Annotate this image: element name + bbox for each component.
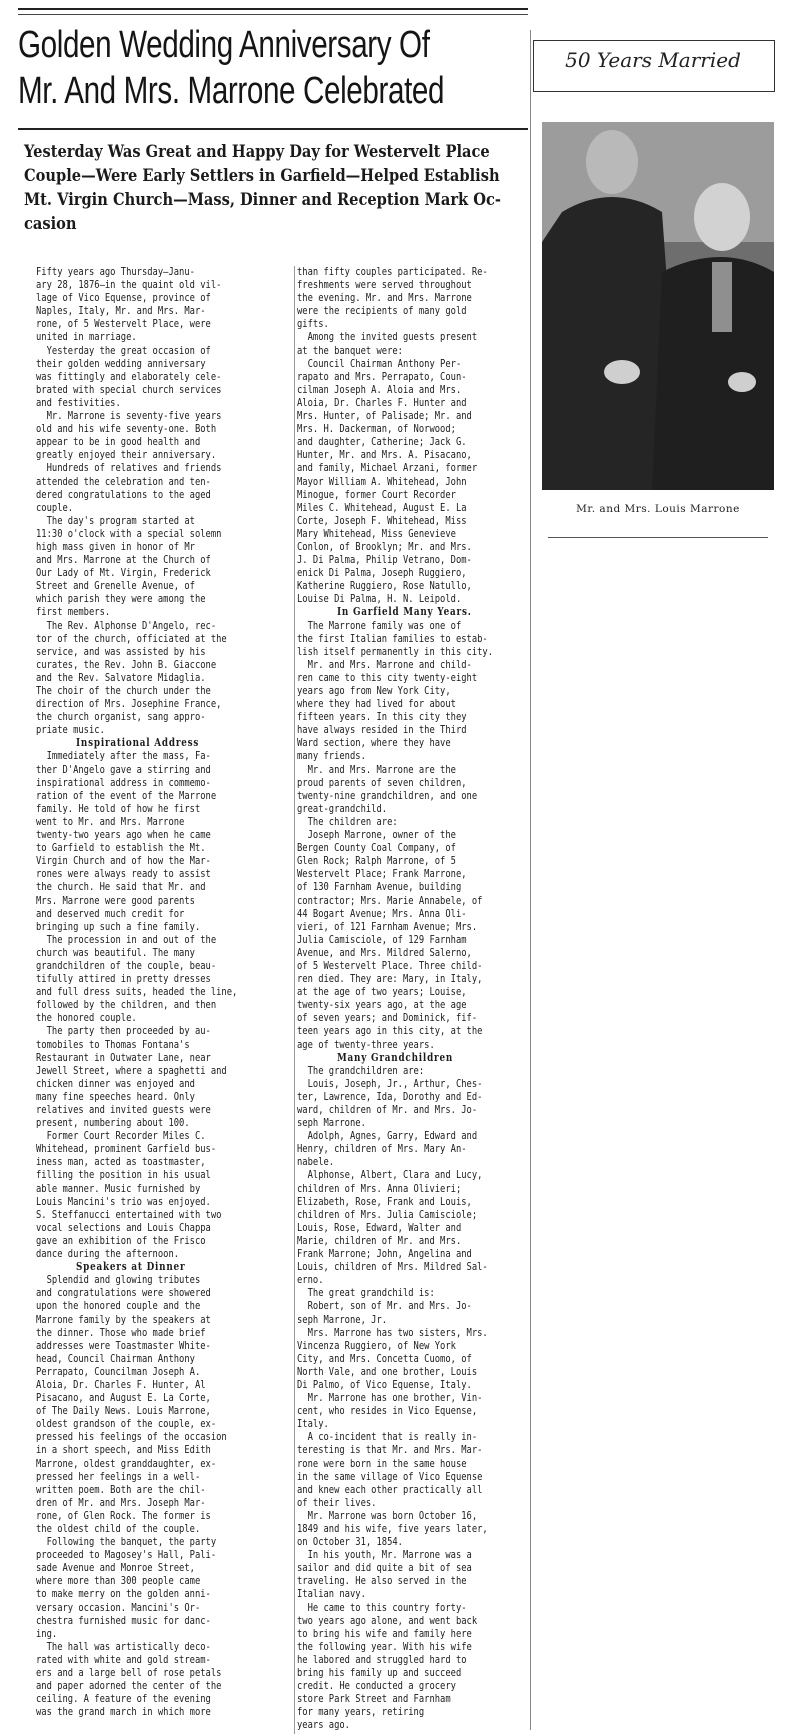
article-line: ter, Lawrence, Ida, Dorothy and Ed-	[297, 1089, 483, 1103]
article-line: present, numbering about 100.	[36, 1116, 190, 1130]
article-line: ren died. They are: Mary, in Italy,	[297, 972, 483, 986]
article-line: the church. He said that Mr. and	[36, 880, 206, 894]
article-line: 11:30 o'clock with a special solemn	[36, 526, 222, 540]
article-line: years ago from New York City,	[297, 684, 451, 697]
article-line: was the grand march in which more	[36, 1705, 211, 1719]
article-line: rone, of 5 Westervelt Place, were	[36, 317, 211, 331]
article-line: years ago.	[297, 1718, 350, 1732]
article-line: seph Marrone.	[297, 1116, 366, 1130]
deck-line-4: casion	[24, 214, 77, 234]
article-line: Fifty years ago Thursday—Janu-	[36, 265, 195, 278]
article-line: and congratulations were showered	[36, 1286, 211, 1300]
article-line: Vincenza Ruggiero, of New York	[297, 1338, 456, 1352]
article-line: and daughter, Catherine; Jack G.	[297, 435, 467, 449]
article-line: tor of the church, officiated at the	[36, 631, 227, 645]
article-line: chicken dinner was enjoyed and	[36, 1076, 195, 1090]
article-line: Marrone, oldest granddaughter, ex-	[36, 1456, 217, 1470]
article-line: Street and Grenelle Avenue, of	[36, 579, 195, 593]
article-line: priate music.	[36, 723, 105, 737]
article-line: cent, who resides in Vico Equense,	[297, 1404, 478, 1418]
article-line: proceeded to Magosey's Hall, Pali-	[36, 1548, 217, 1562]
article-line: many friends.	[297, 749, 366, 763]
article-line: Mr. and Mrs. Marrone and child-	[297, 657, 472, 671]
article-line: gifts.	[297, 317, 329, 331]
article-line: the honored couple.	[36, 1011, 137, 1025]
article-line: The children are:	[297, 814, 398, 828]
article-line: Frank Marrone; John, Angelina and	[297, 1247, 472, 1261]
article-line: Glen Rock; Ralph Marrone, of 5	[297, 854, 456, 868]
article-line: he labored and struggled hard to	[297, 1652, 467, 1666]
article-line: of 130 Farnham Avenue, building	[297, 880, 462, 894]
article-line: the dinner. Those who made brief	[36, 1325, 206, 1339]
article-line: dered congratulations to the aged	[36, 487, 211, 501]
article-line: Whitehead, prominent Garfield bus-	[36, 1142, 217, 1156]
article-line: children of Mrs. Anna Olivieri;	[297, 1181, 462, 1195]
article-line: Westervelt Place; Frank Marrone,	[297, 867, 467, 881]
article-line: Katherine Ruggiero, Rose Natullo,	[297, 579, 472, 593]
article-line: lish itself permanently in this city.	[297, 644, 494, 658]
article-line: Council Chairman Anthony Per-	[297, 356, 462, 370]
article-line: The choir of the church under the	[36, 684, 211, 697]
article-line: ary 28, 1876—in the quaint old vil-	[36, 278, 222, 292]
article-line: Among the invited guests present	[297, 330, 478, 344]
article-line: freshments were served throughout	[297, 278, 472, 292]
article-line: to Garfield to establish the Mt.	[36, 841, 206, 855]
article-line: erno.	[297, 1273, 324, 1287]
article-line: church was beautiful. The many	[36, 945, 195, 959]
article-line: in the same village of Vico Equense	[297, 1469, 483, 1483]
article-line: Mrs. Hunter, of Palisade; Mr. and	[297, 409, 472, 423]
top-rule	[18, 8, 528, 10]
article-line: many fine speeches heard. Only	[36, 1089, 195, 1103]
article-line: old and his wife seventy-one. Both	[36, 422, 217, 436]
article-line: chestra furnished music for danc-	[36, 1613, 211, 1627]
article-line: Following the banquet, the party	[36, 1535, 217, 1549]
section-subhead: Speakers at Dinner	[76, 1260, 186, 1274]
article-line: dren of Mr. and Mrs. Joseph Mar-	[36, 1495, 206, 1509]
article-line: rated with white and gold stream-	[36, 1652, 211, 1666]
article-line: Conlon, of Brooklyn; Mr. and Mrs.	[297, 539, 472, 553]
article-line: couple.	[36, 500, 74, 514]
article-line: Virgin Church and of how the Mar-	[36, 854, 211, 868]
headline	[18, 22, 525, 114]
article-line: The Rev. Alphonse D'Angelo, rec-	[36, 618, 217, 632]
article-line: and full dress suits, headed the line,	[36, 985, 238, 999]
headline-line-1: Golden Wedding Anniversary Of	[18, 24, 430, 66]
article-line: Naples, Italy, Mr. and Mrs. Mar-	[36, 304, 206, 318]
article-line: age of twenty-three years.	[297, 1037, 435, 1051]
article-line: first members.	[36, 605, 111, 619]
article-line: went to Mr. and Mrs. Marrone	[36, 814, 185, 828]
article-line: Former Court Recorder Miles C.	[36, 1129, 206, 1143]
article-line: the following year. With his wife	[297, 1639, 472, 1653]
article-line: ration of the event of the Marrone	[36, 788, 217, 802]
article-line: pressed his feelings of the occasion	[36, 1430, 227, 1444]
article-line: grandchildren of the couple, beau-	[36, 958, 217, 972]
article-line: North Vale, and one brother, Louis	[297, 1364, 478, 1378]
article-line: and family, Michael Arzani, former	[297, 461, 478, 475]
article-line: Adolph, Agnes, Garry, Edward and	[297, 1129, 478, 1143]
article-line: Immediately after the mass, Fa-	[36, 749, 211, 763]
deck-line-1: Yesterday Was Great and Happy Day for Westervelt Place	[24, 142, 490, 162]
article-line: the first Italian families to estab-	[297, 631, 488, 645]
sidebar-title: 50 Years Married	[565, 48, 741, 72]
article-line: ren came to this city twenty-eight	[297, 670, 478, 684]
article-line: vieri, of 121 Farnham Avenue; Mrs.	[297, 919, 478, 933]
article-line: and deserved much credit for	[36, 906, 185, 920]
article-line: written poem. Both are the chil-	[36, 1482, 206, 1496]
article-line: to bring his wife and family here	[297, 1626, 472, 1640]
article-line: were the recipients of many gold	[297, 304, 467, 318]
article-line: upon the honored couple and the	[36, 1299, 201, 1313]
article-line: their golden wedding anniversary	[36, 356, 206, 370]
article-line: than fifty couples participated. Re-	[297, 265, 488, 278]
article-line: appear to be in good health and	[36, 435, 201, 449]
article-line: Aloia, Dr. Charles F. Hunter, Al	[36, 1377, 206, 1391]
deck-subheadline	[24, 140, 523, 236]
article-line: Mrs. Marrone were good parents	[36, 893, 195, 907]
article-line: The great grandchild is:	[297, 1286, 435, 1300]
article-line: Julia Camisciole, of 129 Farnham	[297, 932, 467, 946]
article-line: Yesterday the great occasion of	[36, 343, 211, 357]
article-line: The day's program started at	[36, 513, 195, 527]
article-line: contractor; Mrs. Marie Annabele, of	[297, 893, 483, 907]
article-line: Mary Whitehead, Miss Genevieve	[297, 526, 456, 540]
article-line: where more than 300 people came	[36, 1574, 201, 1588]
deck-line-3: Mt. Virgin Church—Mass, Dinner and Reception Mark Oc-	[24, 190, 501, 210]
article-line: In his youth, Mr. Marrone was a	[297, 1548, 472, 1562]
article-line: credit. He conducted a grocery	[297, 1679, 456, 1693]
article-line: store Park Street and Farnham	[297, 1692, 451, 1706]
article-line: nabele.	[297, 1155, 335, 1169]
article-line: service, and was assisted by his	[36, 644, 206, 658]
article-line: Ward section, where they have	[297, 736, 451, 750]
article-line: fifteen years. In this city they	[297, 710, 467, 724]
article-line: was fittingly and elaborately cele-	[36, 369, 222, 383]
article-line: ther D'Angelo gave a stirring and	[36, 762, 211, 776]
article-line: Miles C. Whitehead, August E. La	[297, 500, 467, 514]
article-line: of seven years; and Dominick, fif-	[297, 1011, 478, 1025]
article-line: iness man, acted as toastmaster,	[36, 1155, 206, 1169]
headline-rule	[18, 128, 528, 130]
article-line: Italian navy.	[297, 1587, 366, 1601]
article-line: tomobiles to Thomas Fontana's	[36, 1037, 190, 1051]
article-line: City, and Mrs. Concetta Cuomo, of	[297, 1351, 472, 1365]
article-line: ers and a large bell of rose petals	[36, 1666, 222, 1680]
article-line: Hundreds of relatives and friends	[36, 461, 222, 475]
article-line: The Marrone family was one of	[297, 618, 462, 632]
article-line: to make merry on the golden anni-	[36, 1587, 211, 1601]
article-line: Louis Mancini's trio was enjoyed.	[36, 1194, 211, 1208]
article-line: twenty-nine grandchildren, and one	[297, 788, 478, 802]
top-rule-thin	[18, 14, 528, 15]
article-line: high mass given in honor of Mr	[36, 539, 195, 553]
article-line: head, Council Chairman Anthony	[36, 1351, 195, 1365]
article-line: rone, of Glen Rock. The former is	[36, 1508, 211, 1522]
article-line: the oldest child of the couple.	[36, 1522, 201, 1535]
article-line: direction of Mrs. Josephine France,	[36, 697, 222, 711]
article-line: addresses were Toastmaster White-	[36, 1338, 211, 1352]
article-line: able manner. Music furnished by	[36, 1181, 201, 1195]
article-line: at the banquet were:	[297, 343, 403, 357]
article-line: the church organist, sang appro-	[36, 710, 206, 724]
article-line: Jewell Street, where a spaghetti and	[36, 1063, 227, 1077]
article-line: Our Lady of Mt. Virgin, Frederick	[36, 566, 211, 580]
article-line: and knew each other practically all	[297, 1482, 483, 1496]
article-line: Mr. Marrone has one brother, Vin-	[297, 1391, 483, 1405]
article-line: united in marriage.	[36, 330, 137, 344]
article-line: dance during the afternoon.	[36, 1247, 180, 1261]
article-line: rone were born in the same house	[297, 1456, 467, 1470]
article-line: Elizabeth, Rose, Frank and Louis,	[297, 1194, 472, 1208]
article-line: bringing up such a fine family.	[36, 919, 201, 933]
article-line: greatly enjoyed their anniversary.	[36, 448, 217, 462]
article-line: enick Di Palma, Joseph Ruggiero,	[297, 566, 467, 580]
article-line: and paper adorned the center of the	[36, 1679, 222, 1693]
article-line: Mr. and Mrs. Marrone are the	[297, 762, 456, 776]
article-line: twenty-two years ago when he came	[36, 828, 211, 842]
article-line: A co-incident that is really in-	[297, 1430, 478, 1444]
article-line: sade Avenue and Monroe Street,	[36, 1561, 195, 1575]
caption-rule	[548, 537, 768, 538]
article-line: 1849 and his wife, five years later,	[297, 1522, 488, 1535]
article-line: Corte, Joseph F. Whitehead, Miss	[297, 513, 467, 527]
article-line: Avenue, and Mrs. Mildred Salerno,	[297, 945, 472, 959]
article-line: inspirational address in commemo-	[36, 775, 211, 789]
photo-caption: Mr. and Mrs. Louis Marrone	[576, 503, 740, 515]
article-line: pressed her feelings in a well-	[36, 1469, 201, 1483]
article-line: on October 31, 1854.	[297, 1535, 403, 1549]
article-line: Joseph Marrone, owner of the	[297, 828, 456, 842]
article-line: curates, the Rev. John B. Giaccone	[36, 657, 217, 671]
article-line: Minogue, former Court Recorder	[297, 487, 456, 501]
article-line: attended the celebration and ten-	[36, 474, 211, 488]
article-line: rones were always ready to assist	[36, 867, 211, 881]
article-line: in a short speech, and Miss Edith	[36, 1443, 211, 1457]
article-line: Louise Di Palma, H. N. Leipold.	[297, 592, 462, 606]
article-line: which parish they were among the	[36, 592, 206, 606]
section-subhead: Inspirational Address	[76, 736, 200, 750]
section-subhead: In Garfield Many Years.	[337, 605, 472, 619]
article-line: vocal selections and Louis Chappa	[36, 1220, 211, 1234]
article-line: The grandchildren are:	[297, 1063, 425, 1077]
article-line: twenty-six years ago, at the age	[297, 998, 467, 1012]
article-line: Aloia, Dr. Charles F. Hunter and	[297, 395, 467, 409]
article-line: ward, children of Mr. and Mrs. Jo-	[297, 1103, 478, 1116]
article-line: and the Rev. Salvatore Midaglia.	[36, 670, 206, 684]
article-line: Mrs. H. Dackerman, of Norwood;	[297, 422, 456, 436]
article-line: brated with special church services	[36, 382, 222, 396]
article-line: Hunter, Mr. and Mrs. A. Pisacano,	[297, 448, 472, 462]
deck-line-2: Couple—Were Early Settlers in Garfield—Helped Establish	[24, 166, 500, 186]
article-line: Italy.	[297, 1417, 329, 1431]
article-line: oldest grandson of the couple, ex-	[36, 1417, 217, 1431]
article-line: great-grandchild.	[297, 801, 388, 815]
article-line: proud parents of seven children,	[297, 775, 467, 789]
article-line: Mayor William A. Whitehead, John	[297, 474, 467, 488]
article-line: The procession in and out of the	[36, 932, 217, 946]
article-line: Alphonse, Albert, Clara and Lucy,	[297, 1168, 483, 1182]
article-line: J. Di Palma, Philip Vetrano, Dom-	[297, 553, 472, 567]
article-line: at the age of two years; Louise,	[297, 985, 467, 999]
article-line: Louis, children of Mrs. Mildred Sal-	[297, 1260, 488, 1274]
article-line: filling the position in his usual	[36, 1168, 211, 1182]
article-line: the evening. Mr. and Mrs. Marrone	[297, 291, 472, 305]
article-line: Bergen County Coal Company, of	[297, 841, 456, 855]
article-line: Splendid and glowing tributes	[36, 1273, 201, 1287]
article-line: family. He told of how he first	[36, 801, 201, 815]
article-line: Mr. Marrone was born October 16,	[297, 1508, 478, 1522]
article-line: bring his family up and succeed	[297, 1666, 462, 1680]
article-line: S. Steffanucci entertained with two	[36, 1207, 222, 1221]
article-line: Louis, Joseph, Jr., Arthur, Ches-	[297, 1076, 483, 1090]
article-line: traveling. He also served in the	[297, 1574, 467, 1588]
article-line: Robert, son of Mr. and Mrs. Jo-	[297, 1299, 472, 1313]
article-line: of 5 Westervelt Place. Three child-	[297, 958, 483, 972]
article-line: The hall was artistically deco-	[36, 1639, 211, 1653]
article-line: He came to this country forty-	[297, 1600, 467, 1614]
article-line: seph Marrone, Jr.	[297, 1312, 388, 1326]
headline-line-2: Mr. And Mrs. Marrone Celebrated	[18, 70, 445, 112]
article-line: The party then proceeded by au-	[36, 1024, 211, 1038]
article-line: children of Mrs. Julia Camisciole;	[297, 1207, 478, 1221]
article-line: ing.	[36, 1626, 58, 1640]
article-line: for many years, retiring	[297, 1705, 425, 1719]
article-line: followed by the children, and then	[36, 998, 217, 1012]
article-line: Mrs. Marrone has two sisters, Mrs.	[297, 1325, 488, 1339]
article-line: ceiling. A feature of the evening	[36, 1692, 211, 1706]
article-line: Marie, children of Mr. and Mrs.	[297, 1233, 462, 1247]
article-line: teresting is that Mr. and Mrs. Mar-	[297, 1443, 483, 1457]
article-line: lage of Vico Equense, province of	[36, 291, 211, 305]
section-subhead: Many Grandchildren	[337, 1050, 454, 1064]
article-line: have always resided in the Third	[297, 723, 467, 737]
article-line: and festivities.	[36, 395, 121, 409]
article-column-left	[36, 265, 291, 1718]
couple-photo-illustration	[542, 122, 774, 490]
article-line: of The Daily News. Louis Marrone,	[36, 1404, 211, 1418]
article-line: teen years ago in this city, at the	[297, 1024, 483, 1038]
article-line: Perrapato, Councilman Joseph A.	[36, 1364, 201, 1378]
article-line: Restaurant in Outwater Lane, near	[36, 1050, 211, 1064]
article-line: Mr. Marrone is seventy-five years	[36, 409, 222, 423]
article-line: cilman Joseph A. Aloia and Mrs.	[297, 382, 462, 396]
article-line: of their lives.	[297, 1495, 377, 1509]
article-line: Di Palmo, of Vico Equense, Italy.	[297, 1377, 472, 1391]
article-line: versary occasion. Mancini's Or-	[36, 1600, 201, 1614]
article-line: gave an exhibition of the Frisco	[36, 1233, 206, 1247]
article-line: Pisacano, and August E. La Corte,	[36, 1391, 211, 1405]
article-line: where they had lived for about	[297, 697, 456, 711]
article-line: Henry, children of Mrs. Mary An-	[297, 1142, 467, 1156]
article-line: relatives and invited guests were	[36, 1103, 211, 1116]
couple-photo	[542, 122, 774, 490]
article-line: two years ago alone, and went back	[297, 1613, 478, 1627]
article-line: 44 Bogart Avenue; Mrs. Anna Oli-	[297, 906, 467, 920]
article-line: sailor and did quite a bit of sea	[297, 1561, 472, 1575]
article-line: Louis, Rose, Edward, Walter and	[297, 1220, 462, 1234]
article-line: tifully attired in pretty dresses	[36, 972, 211, 986]
article-line: rapato and Mrs. Perrapato, Coun-	[297, 369, 467, 383]
article-line: and Mrs. Marrone at the Church of	[36, 553, 211, 567]
column-divider	[294, 266, 295, 1734]
article-column-right	[297, 265, 532, 1732]
article-line: Marrone family by the speakers at	[36, 1312, 211, 1326]
